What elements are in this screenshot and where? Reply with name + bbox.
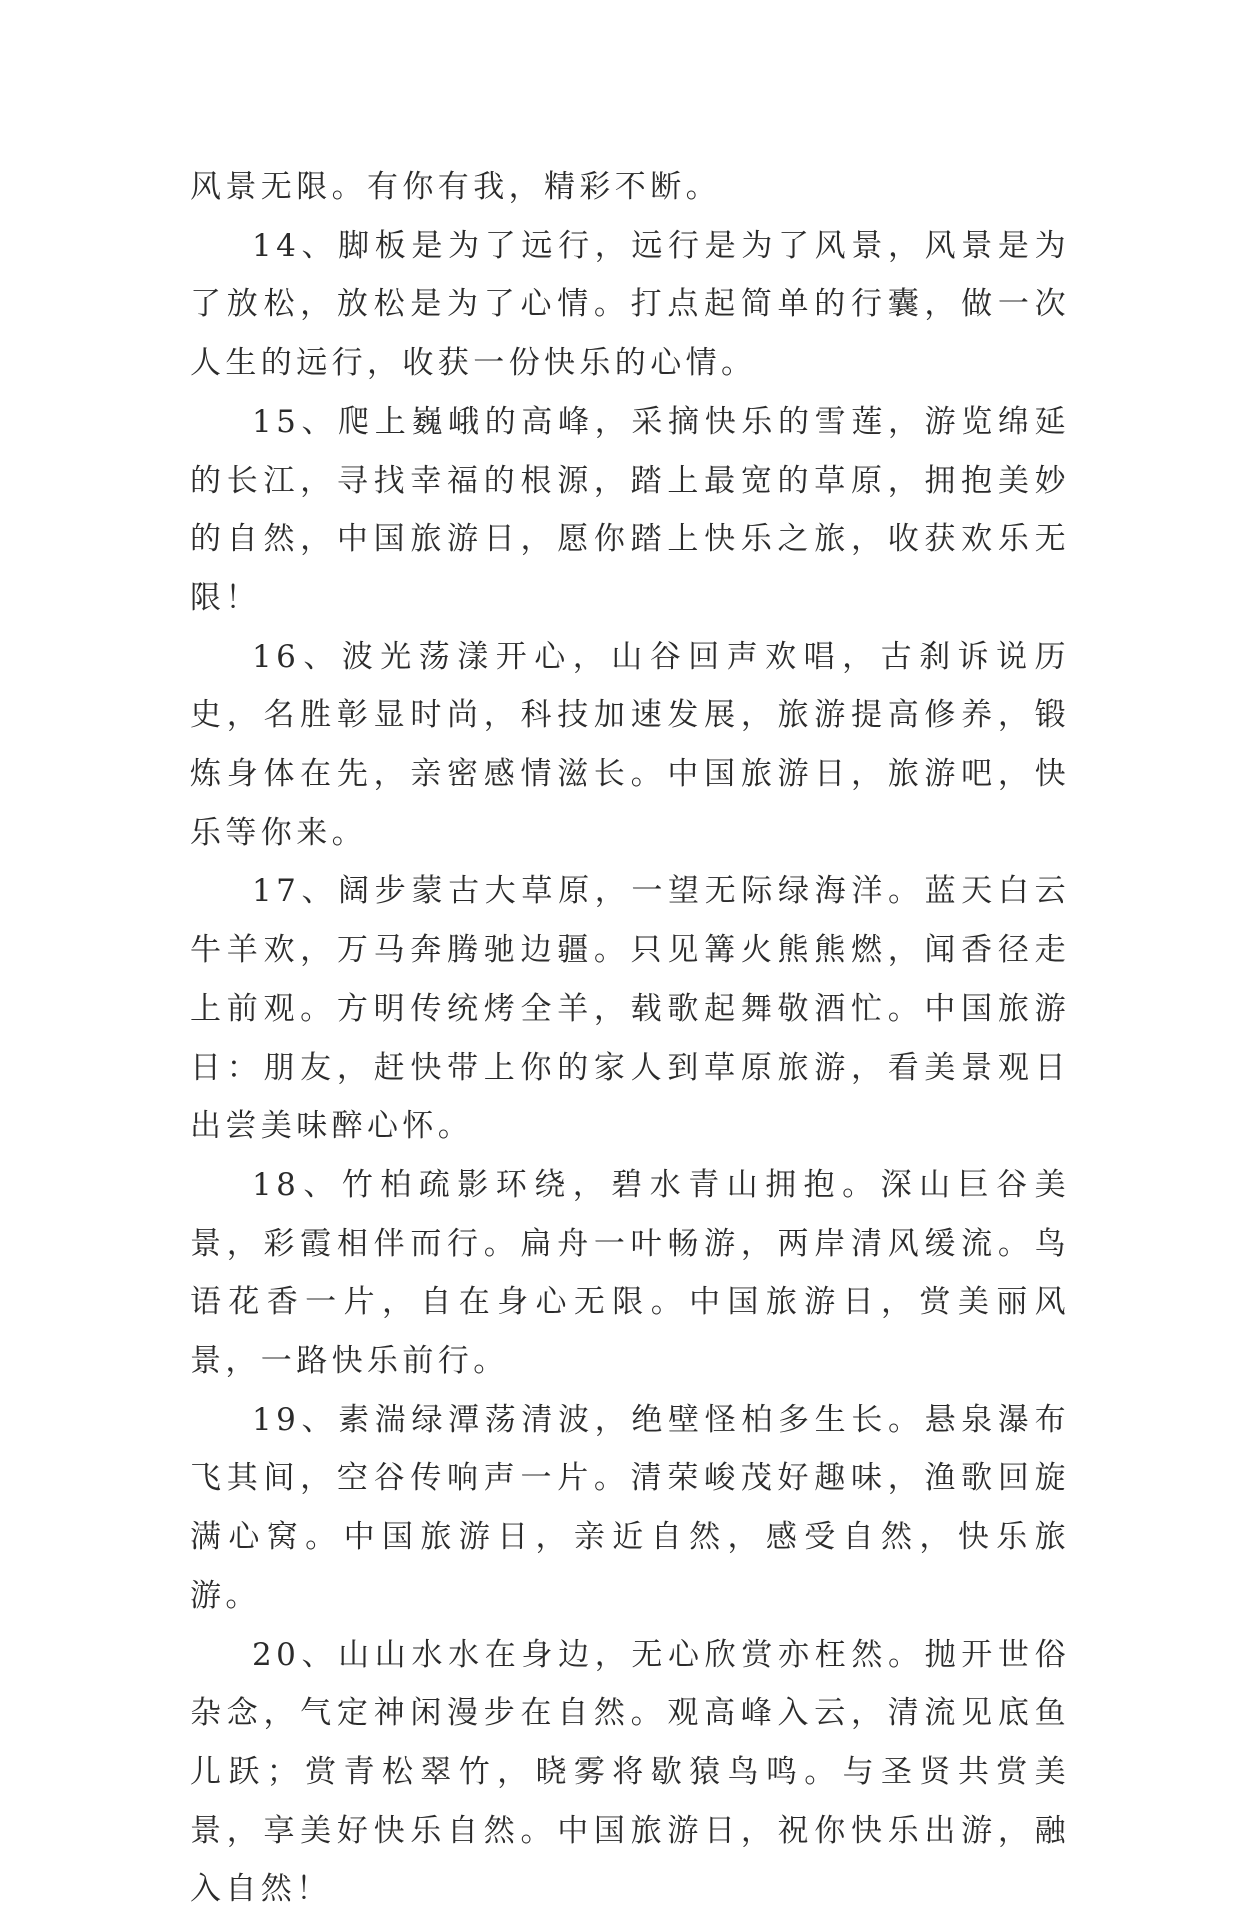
paragraph-14: 14、脚板是为了远行，远行是为了风景，风景是为了放松，放松是为了心情。打点起简单的行囊，做一次人生的远行，收获一份快乐的心情。 [190,227,1070,382]
document-body [190,158,1070,1919]
paragraph-16: 16、波光荡漾开心，山谷回声欢唱，古刹诉说历史，名胜彰显时尚，科技加速发展，旅游提高修养，锻炼身体在先，亲密感情滋长。中国旅游日，旅游吧，快乐等你来。 [190,638,1070,851]
paragraph-continued: 风景无限。有你有我，精彩不断。 [190,169,721,205]
paragraph-19: 19、素湍绿潭荡清波，绝壁怪柏多生长。悬泉瀑布飞其间，空谷传响声一片。清荣峻茂好趣味，渔歌回旋满心窝。中国旅游日，亲近自然，感受自然，快乐旅游。 [190,1401,1070,1614]
paragraph-15: 15、爬上巍峨的高峰，采摘快乐的雪莲，游览绵延的长江，寻找幸福的根源，踏上最宽的草原，拥抱美妙的自然，中国旅游日，愿你踏上快乐之旅，收获欢乐无限！ [190,403,1070,616]
paragraph-18: 18、竹柏疏影环绕，碧水青山拥抱。深山巨谷美景，彩霞相伴而行。扁舟一叶畅游，两岸清风缓流。鸟语花香一片，自在身心无限。中国旅游日，赏美丽风景，一路快乐前行。 [190,1166,1070,1380]
paragraph-17: 17、阔步蒙古大草原，一望无际绿海洋。蓝天白云牛羊欢，万马奔腾驰边疆。只见篝火熊熊燃，闻香径走上前观。方明传统烤全羊，载歌起舞敬酒忙。中国旅游日：朋友，赶快带上你的家人到草原旅游，看美景观日出尝美味醉心怀。 [190,873,1070,1145]
paragraph-20: 20、山山水水在身边，无心欣赏亦枉然。抛开世俗杂念，气定神闲漫步在自然。观高峰入云，清流见底鱼儿跃；赏青松翠竹，晓雾将歇猿鸟鸣。与圣贤共赏美景，享美好快乐自然。中国旅游日，祝你快乐出游，融入自然！ [190,1636,1070,1908]
